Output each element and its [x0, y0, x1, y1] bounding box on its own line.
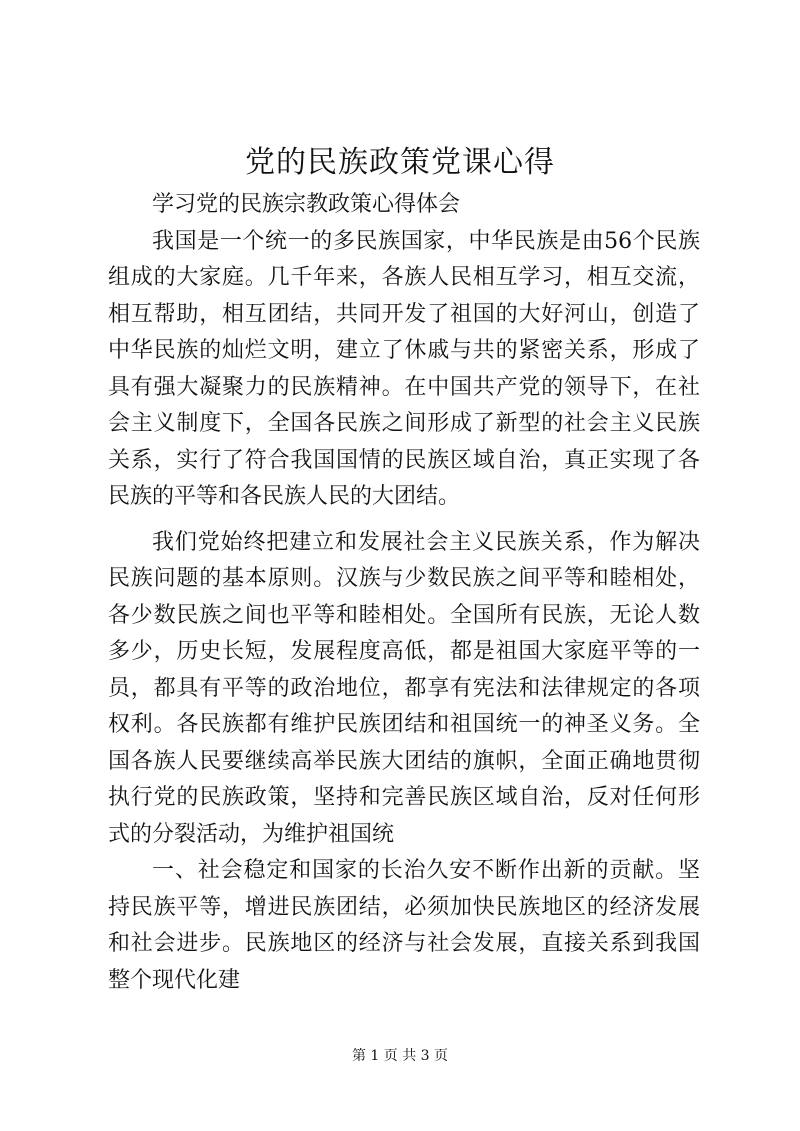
- body-paragraph-2: 我们党始终把建立和发展社会主义民族关系，作为解决民族问题的基本原则。汉族与少数民族之间平等和睦相处，各少数民族之间也平等和睦相处。全国所有民族，无论人数多少，历史长短，发展程度高低，都是祖国大家庭平等的一员，都具有平等的政治地位，都享有宪法和法律规定的各项权利。各民族都有维护民族团结和祖国统一的神圣义务。全国各族人民要继续高举民族大团结的旗帜，全面正确地贯彻执行党的民族政策，坚持和完善民族区域自治，反对任何形式的分裂活动，为维护祖国统: [108, 529, 700, 847]
- body-paragraph-3: 一、社会稳定和国家的长治久安不断作出新的贡献。坚持民族平等，增进民族团结，必须加快民族地区的经济发展和社会进步。民族地区的经济与社会发展，直接关系到我国整个现代化建: [108, 858, 700, 993]
- subtitle-paragraph: 学习党的民族宗教政策心得体会: [152, 192, 461, 217]
- body-paragraph-1: 我国是一个统一的多民族国家，中华民族是由56个民族组成的大家庭。几千年来，各族人民相互学习，相互交流，相互帮助，相互团结，共同开发了祖国的大好河山，创造了中华民族的灿烂文明，建立了休戚与共的紧密关系，形成了具有强大凝聚力的民族精神。在中国共产党的领导下，在社会主义制度下，全国各民族之间形成了新型的社会主义民族关系，实行了符合我国国情的民族区域自治，真正实现了各民族的平等和各民族人民的大团结。: [108, 228, 700, 509]
- document-body: [108, 187, 700, 999]
- document-title: 党的民族政策党课心得: [245, 145, 555, 180]
- page-number-footer: 第 1 页 共 3 页: [351, 1048, 449, 1064]
